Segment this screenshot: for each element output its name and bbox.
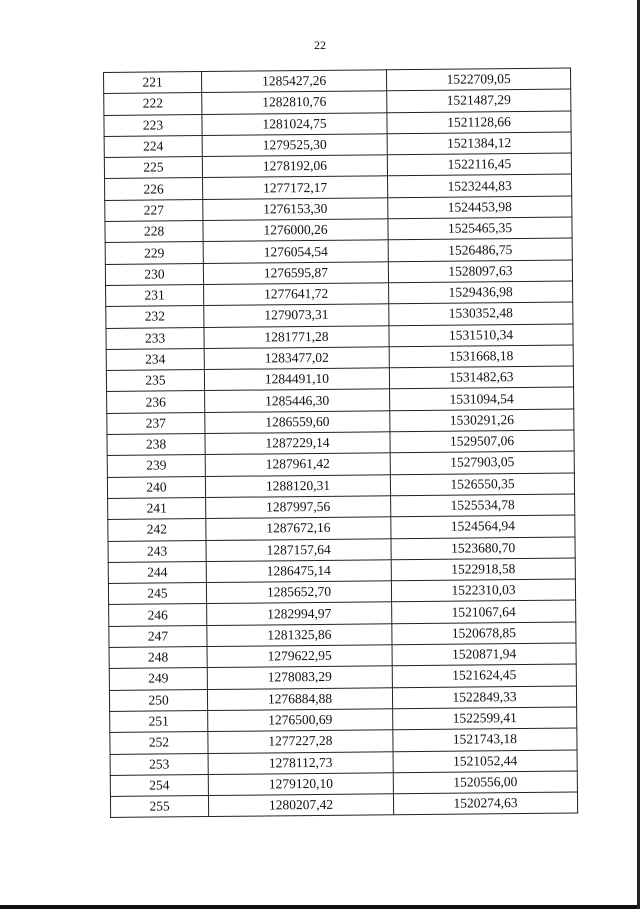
x-coordinate-cell: 1279120,10	[208, 773, 393, 796]
point-number-cell: 255	[110, 796, 208, 818]
y-coordinate-cell: 1527903,05	[390, 451, 574, 474]
point-number-cell: 235	[106, 370, 204, 392]
x-coordinate-cell: 1283477,02	[204, 347, 389, 370]
point-number-cell: 246	[109, 604, 207, 626]
x-coordinate-cell: 1287672,16	[206, 517, 391, 540]
coordinates-table-wrapper	[103, 68, 577, 819]
x-coordinate-cell: 1278112,73	[208, 751, 393, 774]
x-coordinate-cell: 1276153,30	[203, 198, 388, 221]
coordinates-table	[103, 68, 578, 819]
x-coordinate-cell: 1279073,31	[204, 304, 389, 327]
y-coordinate-cell: 1526486,75	[388, 238, 572, 261]
y-coordinate-cell: 1525465,35	[388, 217, 572, 240]
x-coordinate-cell: 1288120,31	[205, 474, 390, 497]
y-coordinate-cell: 1530291,26	[390, 409, 574, 432]
x-coordinate-cell: 1276054,54	[203, 240, 388, 263]
point-number-cell: 237	[107, 412, 205, 434]
x-coordinate-cell: 1280207,42	[208, 794, 393, 817]
point-number-cell: 221	[104, 72, 202, 94]
y-coordinate-cell: 1530352,48	[389, 302, 573, 325]
point-number-cell: 236	[107, 391, 205, 413]
x-coordinate-cell: 1284491,10	[204, 368, 389, 391]
point-number-cell: 240	[107, 476, 205, 498]
y-coordinate-cell: 1521128,66	[387, 111, 571, 134]
point-number-cell: 242	[108, 519, 206, 541]
y-coordinate-cell: 1529436,98	[389, 281, 573, 304]
x-coordinate-cell: 1276500,69	[208, 709, 393, 732]
point-number-cell: 254	[110, 774, 208, 796]
y-coordinate-cell: 1528097,63	[388, 260, 572, 283]
y-coordinate-cell: 1522599,41	[393, 707, 577, 730]
page-number: 22	[314, 38, 326, 52]
x-coordinate-cell: 1286559,60	[205, 411, 390, 434]
point-number-cell: 244	[108, 561, 206, 583]
point-number-cell: 233	[106, 327, 204, 349]
point-number-cell: 243	[108, 540, 206, 562]
x-coordinate-cell: 1287997,56	[206, 496, 391, 519]
x-coordinate-cell: 1285652,70	[206, 581, 391, 604]
x-coordinate-cell: 1276000,26	[203, 219, 388, 242]
point-number-cell: 252	[110, 732, 208, 754]
x-coordinate-cell: 1287961,42	[205, 453, 390, 476]
point-number-cell: 250	[109, 689, 207, 711]
point-number-cell: 229	[105, 242, 203, 264]
x-coordinate-cell: 1282994,97	[207, 602, 392, 625]
x-coordinate-cell: 1278192,06	[202, 155, 387, 178]
y-coordinate-cell: 1520871,94	[392, 643, 576, 666]
y-coordinate-cell: 1521743,18	[393, 728, 577, 751]
x-coordinate-cell: 1279525,30	[202, 134, 387, 157]
point-number-cell: 245	[108, 583, 206, 605]
x-coordinate-cell: 1278083,29	[207, 666, 392, 689]
y-coordinate-cell: 1522709,05	[386, 68, 570, 91]
point-number-cell: 253	[110, 753, 208, 775]
point-number-cell: 238	[107, 434, 205, 456]
point-number-cell: 248	[109, 647, 207, 669]
point-number-cell: 226	[105, 178, 203, 200]
y-coordinate-cell: 1521624,45	[392, 664, 576, 687]
x-coordinate-cell: 1279622,95	[207, 645, 392, 668]
x-coordinate-cell: 1286475,14	[206, 560, 391, 583]
y-coordinate-cell: 1522849,33	[392, 686, 576, 709]
point-number-cell: 225	[104, 157, 202, 179]
y-coordinate-cell: 1521487,29	[387, 89, 571, 112]
y-coordinate-cell: 1522918,58	[391, 558, 575, 581]
y-coordinate-cell: 1522116,45	[387, 153, 571, 176]
point-number-cell: 247	[109, 625, 207, 647]
point-number-cell: 222	[104, 93, 202, 115]
y-coordinate-cell: 1525534,78	[391, 494, 575, 517]
y-coordinate-cell: 1531094,54	[390, 387, 574, 410]
point-number-cell: 230	[105, 263, 203, 285]
y-coordinate-cell: 1521384,12	[387, 132, 571, 155]
point-number-cell: 239	[107, 455, 205, 477]
x-coordinate-cell: 1287229,14	[205, 432, 390, 455]
y-coordinate-cell: 1529507,06	[390, 430, 574, 453]
point-number-cell: 234	[106, 348, 204, 370]
x-coordinate-cell: 1276884,88	[207, 687, 392, 710]
y-coordinate-cell: 1531482,63	[389, 366, 573, 389]
y-coordinate-cell: 1531510,34	[389, 324, 573, 347]
x-coordinate-cell: 1282810,76	[202, 91, 387, 114]
point-number-cell: 231	[106, 285, 204, 307]
point-number-cell: 251	[110, 710, 208, 732]
x-coordinate-cell: 1287157,64	[206, 538, 391, 561]
y-coordinate-cell: 1522310,03	[391, 579, 575, 602]
point-number-cell: 223	[104, 114, 202, 136]
y-coordinate-cell: 1520556,00	[393, 771, 577, 794]
x-coordinate-cell: 1277227,28	[208, 730, 393, 753]
y-coordinate-cell: 1520678,85	[392, 622, 576, 645]
x-coordinate-cell: 1285446,30	[205, 389, 390, 412]
point-number-cell: 224	[104, 135, 202, 157]
x-coordinate-cell: 1277172,17	[203, 176, 388, 199]
x-coordinate-cell: 1277641,72	[204, 283, 389, 306]
x-coordinate-cell: 1276595,87	[203, 261, 388, 284]
point-number-cell: 227	[105, 199, 203, 221]
point-number-cell: 249	[109, 668, 207, 690]
y-coordinate-cell: 1531668,18	[389, 345, 573, 368]
point-number-cell: 232	[106, 306, 204, 328]
x-coordinate-cell: 1281024,75	[202, 112, 387, 135]
coordinates-table-body	[104, 68, 578, 818]
y-coordinate-cell: 1523244,83	[388, 174, 572, 197]
y-coordinate-cell: 1521067,64	[392, 600, 576, 623]
x-coordinate-cell: 1281325,86	[207, 623, 392, 646]
y-coordinate-cell: 1524453,98	[388, 196, 572, 219]
point-number-cell: 228	[105, 221, 203, 243]
y-coordinate-cell: 1523680,70	[391, 537, 575, 560]
x-coordinate-cell: 1285427,26	[202, 70, 387, 93]
x-coordinate-cell: 1281771,28	[204, 325, 389, 348]
y-coordinate-cell: 1524564,94	[391, 515, 575, 538]
scan-edge-bottom	[0, 905, 640, 909]
y-coordinate-cell: 1526550,35	[390, 473, 574, 496]
point-number-cell: 241	[108, 497, 206, 519]
y-coordinate-cell: 1521052,44	[393, 749, 577, 772]
table-row	[110, 792, 577, 818]
y-coordinate-cell: 1520274,63	[393, 792, 577, 815]
